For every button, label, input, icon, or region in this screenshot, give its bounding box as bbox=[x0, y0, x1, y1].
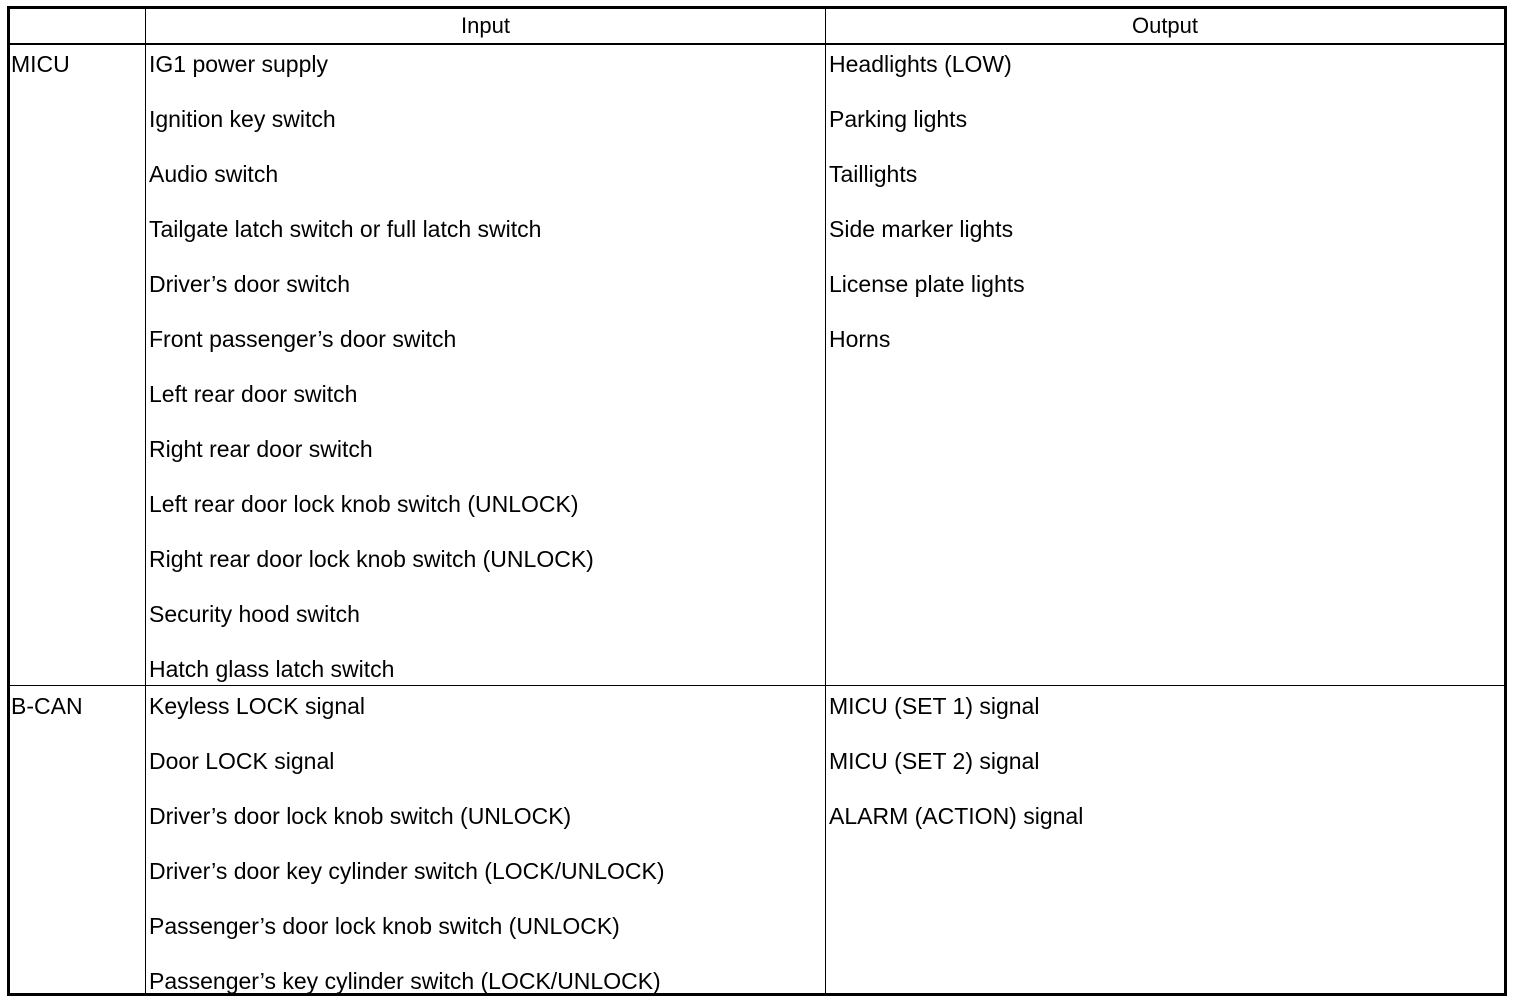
input-item: Driver’s door key cylinder switch (LOCK/UNLOCK) bbox=[149, 858, 665, 884]
input-item: Keyless LOCK signal bbox=[149, 693, 366, 719]
group-label-bcan: B-CAN bbox=[11, 693, 83, 719]
output-item: Headlights (LOW) bbox=[829, 51, 1012, 77]
input-item: Left rear door lock knob switch (UNLOCK) bbox=[149, 491, 579, 517]
header-component bbox=[10, 9, 145, 43]
input-item: Ignition key switch bbox=[149, 106, 336, 132]
input-item: Passenger’s key cylinder switch (LOCK/UNLOCK) bbox=[149, 968, 661, 994]
header-input: Input bbox=[461, 13, 510, 38]
input-item: IG1 power supply bbox=[149, 51, 328, 77]
header-output: Output bbox=[1131, 13, 1199, 38]
output-item: ALARM (ACTION) signal bbox=[829, 803, 1084, 829]
output-item: MICU (SET 2) signal bbox=[829, 748, 1040, 774]
group-divider bbox=[10, 685, 1504, 686]
output-item: Side marker lights bbox=[829, 216, 1014, 242]
group-label-micu: MICU bbox=[11, 51, 70, 77]
input-item: Passenger’s door lock knob switch (UNLOCK) bbox=[149, 913, 620, 939]
input-item: Security hood switch bbox=[149, 601, 360, 627]
input-item: Driver’s door switch bbox=[149, 271, 351, 297]
input-item: Left rear door switch bbox=[149, 381, 358, 407]
input-item: Hatch glass latch switch bbox=[149, 656, 395, 682]
input-item: Driver’s door lock knob switch (UNLOCK) bbox=[149, 803, 572, 829]
input-item: Right rear door switch bbox=[149, 436, 373, 462]
column-divider-input bbox=[825, 9, 826, 993]
input-item: Door LOCK signal bbox=[149, 748, 335, 774]
output-item: MICU (SET 1) signal bbox=[829, 693, 1040, 719]
column-divider-component bbox=[145, 9, 146, 993]
output-item: License plate lights bbox=[829, 271, 1025, 297]
input-item: Front passenger’s door switch bbox=[149, 326, 457, 352]
input-item: Audio switch bbox=[149, 161, 279, 187]
output-item: Horns bbox=[829, 326, 891, 352]
output-item: Parking lights bbox=[829, 106, 968, 132]
io-table bbox=[7, 6, 1507, 996]
header-divider bbox=[10, 43, 1504, 45]
input-item: Right rear door lock knob switch (UNLOCK) bbox=[149, 546, 594, 572]
input-item: Tailgate latch switch or full latch switch bbox=[149, 216, 542, 242]
output-item: Taillights bbox=[829, 161, 918, 187]
